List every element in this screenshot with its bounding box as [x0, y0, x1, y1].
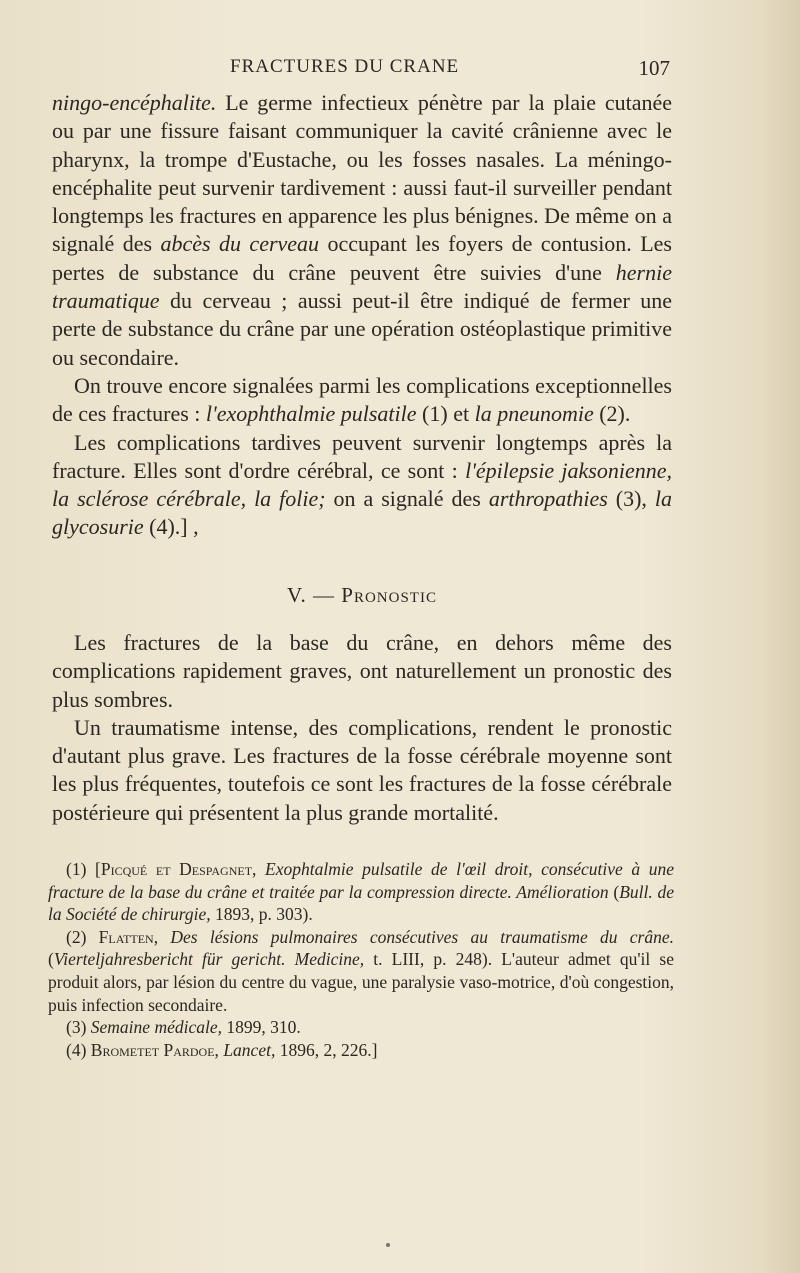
page-speck [386, 1243, 390, 1247]
paragraph-late-complications: Les complications tardives peuvent survenir longtemps après la fracture. Elles sont d'ordre cérébral, ce sont : l'épilepsie jaksonienne, la sclérose cérébrale, la folie; on a signalé des arthropathies (3), la glycosurie (4).] , [52, 429, 673, 540]
term-meningo-encephalite: ningo-encéphalite. [52, 90, 217, 115]
section-body [52, 629, 672, 827]
term-abces-du-cerveau: abcès du cerveau [160, 231, 320, 257]
term-arthropathies: arthropathies [488, 486, 608, 512]
term-pneunomie: la pneunomie [474, 401, 594, 427]
paragraph-exceptional-complications: On trouve encore signalées parmi les complications exceptionnelles de ces fractures : l'exophthalmie pulsatile (1) et la pneunomie (2). [52, 372, 672, 427]
paragraph-prognosis-1: Les fractures de la base du crâne, en dehors même des complications rapidement graves, ont naturellement un pronostic des plus sombres. [52, 630, 672, 712]
footnotes [48, 858, 674, 1061]
body-text [52, 89, 672, 542]
running-title: FRACTURES DU CRANE [230, 56, 460, 77]
paragraph-prognosis-2: Un traumatisme intense, des complications, rendent le pronostic d'autant plus grave. Les fractures de la fosse cérébrale moyenne sont les plus fréquentes, toutefois ce sont les fractures de la fosse cérébrale postérieure qui présentent la plus grande mortalité. [52, 714, 672, 825]
term-glycosurie: la glycosurie [52, 486, 673, 540]
footnote-4: (4) Brometet Pardoe, Lancet, 1896, 2, 226.] [66, 1039, 378, 1060]
section-title: Pronostic [341, 583, 437, 607]
running-header [50, 56, 670, 86]
paragraph-infection: ningo-encéphalite. Le germe infectieux pénètre par la plaie cutanée ou par une fissure faisant communiquer la cavité crânienne avec le pharynx, la trompe d'Eustache, ou les fosses nasales. La méningo-encéphalite peut survenir tardivement : aussi faut-il surveiller pendant longtemps les fractures en apparence les plus bénignes. De même on a signalé des abcès du cerveau occupant les foyers de contusion. Les pertes de substance du crâne peuvent être suivies d'une hernie traumatique du cerveau ; aussi peut-il être indiqué de fermer une perte de substance du crâne par une opération ostéoplastique primitive ou secondaire. [52, 90, 672, 370]
footnote-2: (2) Flatten, Des lésions pulmonaires consécutives au traumatisme du crâne. (Vierteljahresbericht für gericht. Medicine, t. LIII, p. 248). L'auteur admet qu'il se produit alors, par lésion du centre du vague, une paralysie vaso-motrice, d'où congestion, puis infection secondaire. [48, 926, 674, 1015]
term-hernie-traumatique: hernie traumatique [52, 259, 672, 314]
term-exophthalmie: l'exophthalmie pulsatile [205, 401, 417, 427]
section-heading [52, 583, 672, 608]
page-number: 107 [638, 56, 670, 80]
footnote-3: (3) Semaine médicale, 1899, 310. [66, 1017, 301, 1038]
term-epilepsie-list: l'épilepsie jaksonienne, la sclérose cérébrale, la folie; [52, 457, 672, 512]
section-number: V. — [287, 583, 342, 607]
footnote-1: (1) [Picqué et Despagnet, Exophtalmie pulsatile de l'œil droit, consécutive à une fracture de la base du crâne et traitée par la compression directe. Amélioration (Bull. de la Société de chirurgie, 1893, p. 303). [48, 859, 675, 925]
